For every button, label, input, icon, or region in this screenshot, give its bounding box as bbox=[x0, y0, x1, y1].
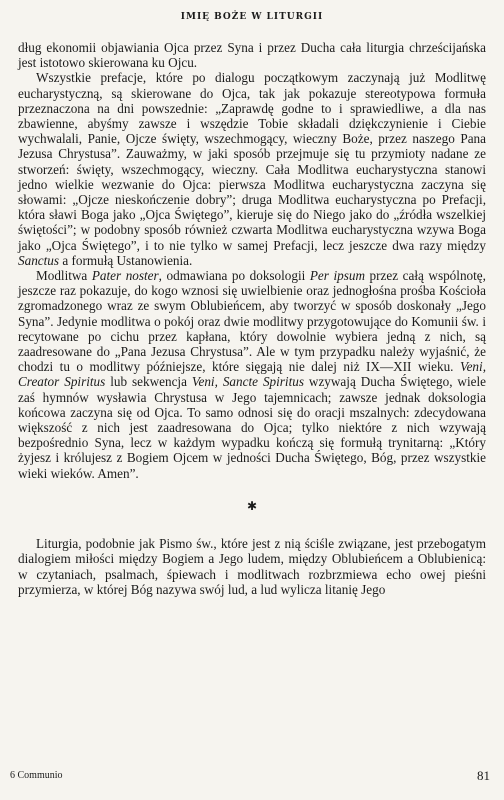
sanctus-term: Sanctus bbox=[18, 252, 60, 268]
paragraph-3-text-c: przez całą wspólnotę, jeszcze raz pokazuje, do kogo wznosi się uwielbienie oraz jednogłośna prośba Kościoła zgromadzonego wraz ze swym Oblubieńcem, aby tworzyć w sposób doskonały „Jego Syna”. Jedynie modlitwa o pokój oraz dwie modlitwy przygotowujące do Komunii św. i recytowane po cichu przez kapłana, który dowolnie wybiera jedną z nich, są zaadresowane do „Pana Jezusa Chrystusa”. Ale w tym przypadku należy wyjaśnić, że chodzi tu o modlitwy późniejsze, które sięgają nie dalej niż IX—XII wieku. bbox=[18, 268, 486, 375]
paragraph-3-text-d: lub sekwencja bbox=[105, 374, 192, 390]
paragraph-3-text-a: Modlitwa bbox=[36, 268, 92, 284]
veni-creator-term: Veni, Creator Spiritus bbox=[18, 359, 486, 390]
paragraph-4: Liturgia, podobnie jak Pismo św., które jest z nią ściśle związane, jest przebogatym dialogiem miłości między Bogiem a Jego ludem, między Oblubieńcem a Oblubienicą: w czytaniach, psalmach, śpiewach i modlitwach rozbrzmiewa echo owej pieśni przymierza, w której Bóg nazywa swój lud, a lud wylicza litanię Jego bbox=[18, 536, 486, 597]
per-ipsum-term: Per ipsum bbox=[309, 268, 365, 284]
paragraph-1: dług ekonomii objawiania Ojca przez Syna i przez Ducha cała liturgia chrześcijańska jest istotowo skierowana ku Ojcu. bbox=[18, 40, 486, 71]
footer-signature: 6 Communio bbox=[10, 770, 63, 781]
paragraph-3-text-b: , odmawiana po doksologii bbox=[158, 268, 310, 284]
running-head: IMIĘ BOŻE W LITURGII bbox=[180, 12, 324, 22]
veni-sancte-term: Veni, Sancte Spiritus bbox=[191, 374, 304, 390]
pater-noster-term: Pater noster bbox=[91, 268, 159, 284]
paragraph-3 bbox=[18, 268, 486, 481]
paragraph-2-text-a: Wszystkie prefacje, które po dialogu początkowym zaczynają już Modlitwę eucharystyczną, są skierowane do Ojca, tak jak pokazuje stereotypowa formuła przeznaczona na dni powszednie: „Zaprawdę godne to i sprawiedliwe, a dla nas zbawienne, abyśmy zawsze i wszędzie Tobie składali dziękczynienie i Ciebie wychwalali, Panie, Ojcze święty, wszechmogący, wieczny Boże, przez naszego Pana Jezusa Chrystusa”. Zauważmy, w jaki sposób przejmuje się tu przymioty nadane ze stworzeń: święty, wszechmogący, wieczny. Cała Modlitwa eucharystyczna stanowi jedno wielkie wezwanie do Ojca: pierwsza Modlitwa eucharystyczna zaczyna się słowami: „Ojcze nieskończenie dobry”; druga Modlitwa eucharystyczna po Prefacji, która sławi Boga jako „Ojca Świętego”, kieruje się do Niego jako do „źródła wszelkiej świętości”; w podobny sposób również czwarta Modlitwa eucharystyczna wzywa Boga jako „Ojca Świętego”, i to nie tylko w samej Prefacji, lecz jeszcze dwa razy między bbox=[18, 70, 486, 253]
section-ornament-icon: ✱ bbox=[246, 498, 258, 513]
paragraph-3-text-e: wzywają Ducha Świętego, wiele zaś hymnów wysławia Chrystusa w Jego tajemnicach; zawsze jednak doksologia końcowa zaczyna się od Ojca. To samo odnosi się do oracji mszalnych: zdecydowana większość z nich jest zaadresowana do Ojca; tylko niektóre z nich wzywają bezpośrednio Syna, lecz w każdym wypadku kończą się formułą trynitarną: „Który żyjesz i królujesz z Bogiem Ojcem w jedności Ducha Świętego, Bóg, przez wszystkie wieki wieków. Amen”. bbox=[18, 374, 486, 481]
paragraph-2 bbox=[18, 70, 486, 268]
page-number: 81 bbox=[477, 768, 490, 783]
paragraph-2-text-b: a formułą Ustanowienia. bbox=[59, 252, 193, 268]
body-text bbox=[18, 40, 486, 597]
